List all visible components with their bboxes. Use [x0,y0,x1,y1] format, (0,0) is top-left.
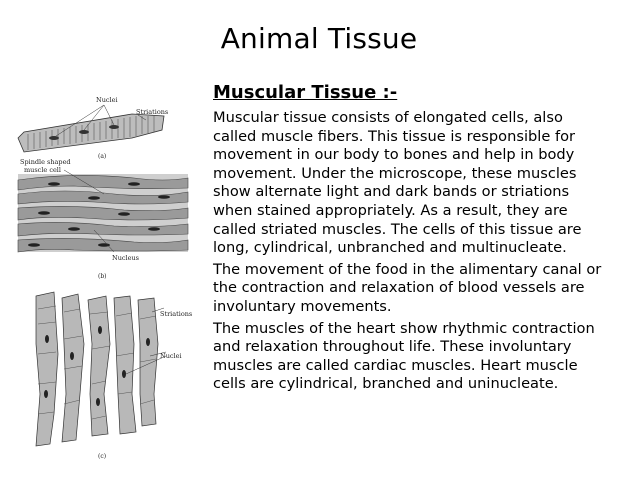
label-nuclei-top: Nuclei [96,96,118,104]
paragraph-striated: Muscular tissue consists of elongated cells, also called muscle fibers. This tissue is responsible for movement in our body to bones and help in body movement. Under the microscope, these muscles show alternate light and dark bands or striations when stained appropriately. As a result, they are called striated muscles. The cells of this tissue are long, cylindrical, unbranched and multinucleate. [213,109,582,257]
label-striations-c: Striations [160,310,192,318]
label-spindle-line1: Spindle shaped [20,158,71,166]
muscle-tissue-figure [14,94,192,466]
label-nuclei-c: Nuclei [160,352,182,360]
cardiac-muscle-drawing [36,292,166,446]
figure-tag-b: (b) [98,273,107,280]
figure-tag-c: (c) [98,453,107,460]
label-nucleus: Nucleus [112,254,139,262]
figure-tag-a: (a) [98,153,107,160]
body-text [213,109,603,397]
label-striations-top: Striations [136,108,169,116]
label-spindle-line2: muscle cell [24,166,61,174]
paragraph-involuntary: The movement of the food in the alimentary canal or the contraction and relaxation of blood vessels are involuntary movements. [213,260,602,315]
slide-title: Animal Tissue [220,22,418,55]
paragraph-cardiac: The muscles of the heart show rhythmic contraction and relaxation throughout life. These involuntary muscles are called cardiac muscles. Heart muscle cells are cylindrical, branched and uninucleate. [213,319,595,393]
section-heading: Muscular Tissue :- [213,82,398,103]
muscle-tissue-illustration [14,94,192,466]
smooth-muscle-drawing [18,170,188,252]
